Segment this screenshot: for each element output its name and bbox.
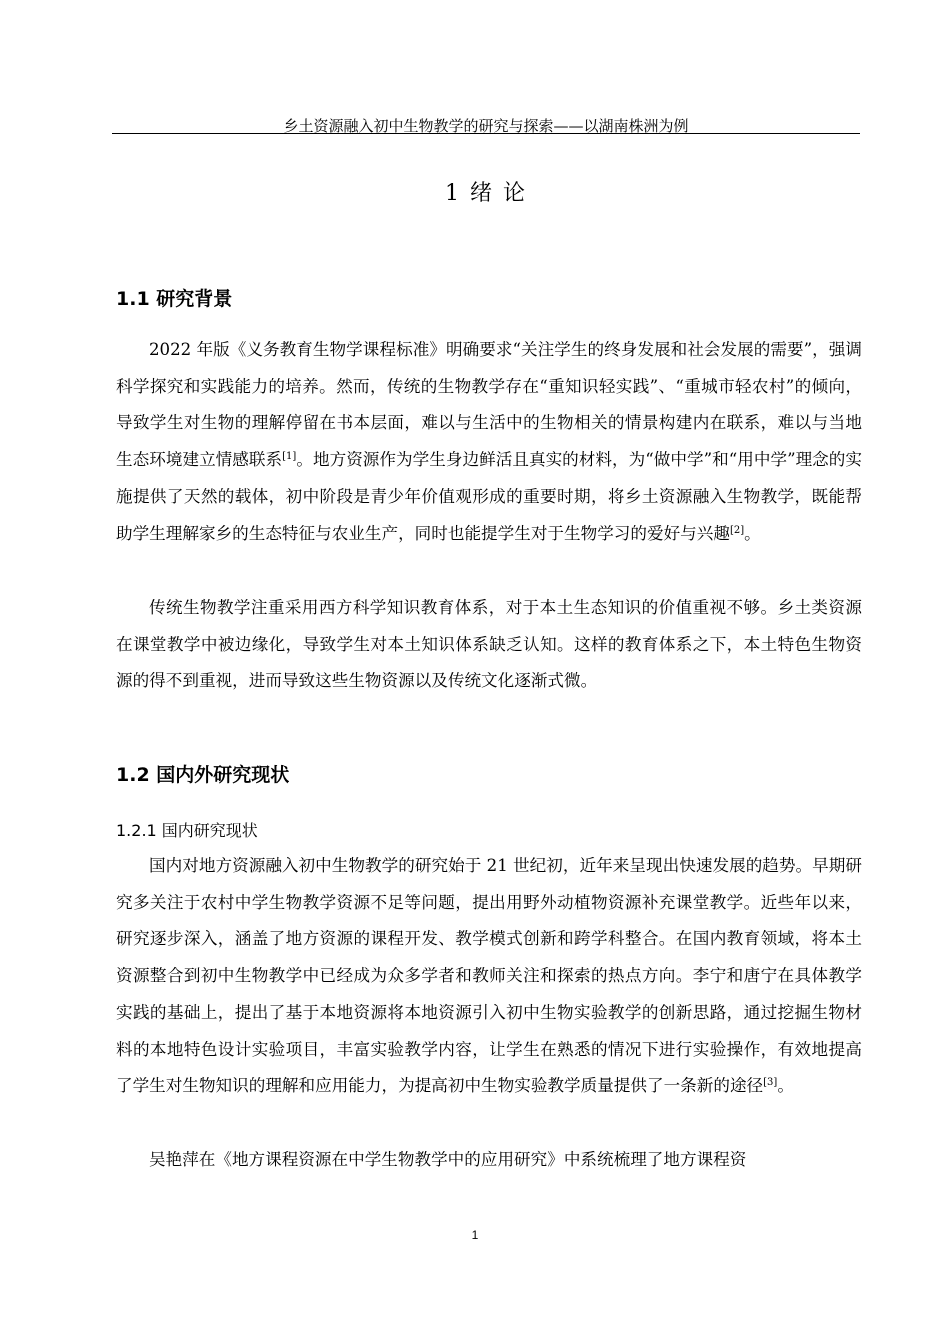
citation-3: [3] (763, 1077, 778, 1089)
citation-2: [2] (729, 524, 745, 536)
chapter-title: 1 绪 论 (445, 181, 527, 206)
para-text: 。 (744, 523, 761, 543)
paragraph-domestic-research-2: 吴艳萍在《地方课程资源在中学生物教学中的应用研究》中系统梳理了地方课程资 (149, 1150, 747, 1169)
para-text: 。地方资源作为学生身边鲜活且真实的材料，为“做中学”和“用中学”理念的实施提供了天然的载体，初中阶段是青少年价值观形成的重要时期，将乡土资源融入生物教学，既能帮助学生理解家乡的生态特征与农业生产，同时也能提学生对于生物学习的爱好与兴趣 (116, 450, 863, 543)
page-number: 1 (471, 1228, 479, 1242)
paragraph-research-background-2: 传统生物教学注重采用西方科学知识教育体系，对于本土生态知识的价值重视不够。乡土类资源在课堂教学中被边缘化，导致学生对本土知识体系缺乏认知。这样的教育体系之下，本土特色生物资源的得不到重视，进而导致这些生物资源以及传统文化逐渐式微。 (116, 598, 862, 691)
header-rule (112, 133, 860, 134)
paragraph-domestic-research-1 (116, 848, 862, 1105)
section-heading-1-2: 1.2 国内外研究现状 (116, 764, 290, 786)
para-text: 2022 年版《义务教育生物学课程标准》明确要求“关注学生的终身发展和社会发展的需要”，强调科学探究和实践能力的培养。然而，传统的生物教学存在“重知识轻实践”、“重城市轻农村”的倾向，导致学生对生物的理解停留在书本层面，难以与生活中的生物相关的情景构建内在联系，难以与当地生态环境建立情感联系 (116, 340, 862, 470)
para-text: 。 (777, 1076, 794, 1096)
citation-1: [1] (282, 451, 297, 463)
section-heading-1-1: 1.1 研究背景 (116, 288, 233, 310)
para-text: 国内对地方资源融入初中生物教学的研究始于 21 世纪初，近年来呈现出快速发展的趋势。早期研究多关注于农村中学生物教学资源不足等问题，提出用野外动植物资源补充课堂教学。近些年以来，研究逐步深入，涵盖了地方资源的课程开发、教学模式创新和跨学科整合。在国内教育领域，将本土资源整合到初中生物教学中已经成为众多学者和教师关注和探索的热点方向。李宁和唐宁在具体教学实践的基础上，提出了基于本地资源将本地资源引入初中生物实验教学的创新思路，通过挖掘生物材料的本地特色设计实验项目，丰富实验教学内容，让学生在熟悉的情况下进行实验操作，有效地提高了学生对生物知识的理解和应用能力，为提高初中生物实验教学质量提供了一条新的途径 (116, 856, 862, 1096)
paragraph-research-background-1 (116, 332, 862, 552)
section-heading-1-2-1: 1.2.1 国内研究现状 (116, 821, 258, 840)
running-header: 乡土资源融入初中生物教学的研究与探索——以湖南株洲为例 (283, 117, 689, 135)
